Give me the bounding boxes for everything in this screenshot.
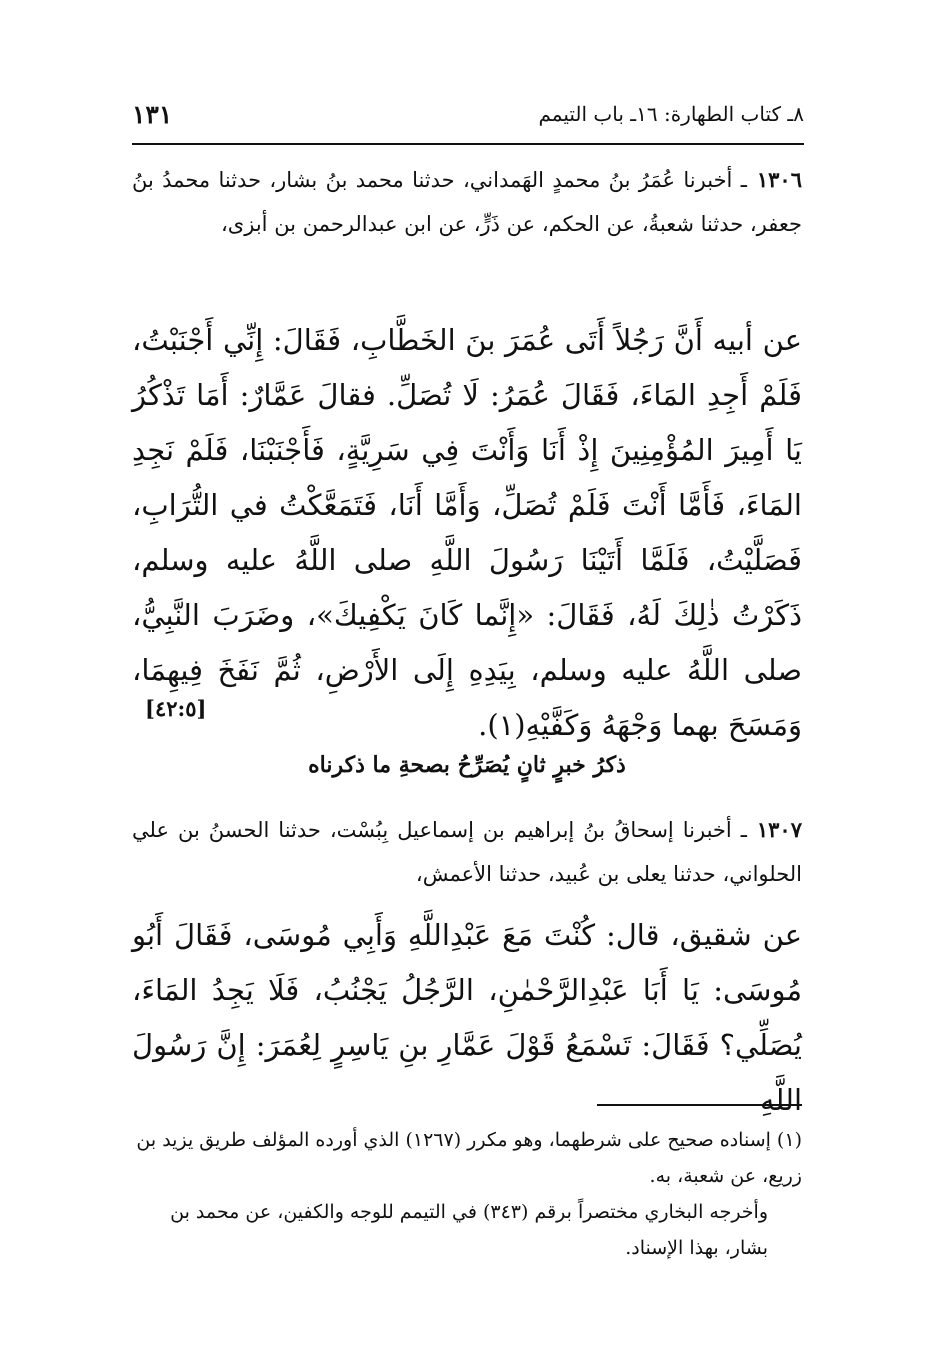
hadith-1307-chain bbox=[132, 808, 802, 896]
footnote-rule bbox=[597, 1104, 802, 1106]
hadith-number: ١٣٠٦ bbox=[756, 167, 802, 192]
isnad-text: ـ أخبرنا عُمَرُ بنُ محمدٍ الهَمداني، حدثنا محمد بنُ بشار، حدثنا محمدُ بنُ جعفر، حدثنا شعبةُ، عن الحكم، عن ذَرٍّ، عن ابن عبدالرحمن بن أبزى، bbox=[132, 168, 802, 236]
running-title: ٨ـ كتاب الطهارة: ١٦ـ باب التيمم bbox=[538, 102, 804, 126]
hadith-reference: [٤٢:٥] bbox=[145, 696, 207, 721]
page-number: ١٣١ bbox=[132, 99, 173, 129]
hadith-1307-text: عن شقيق، قال: كُنْتَ مَعَ عَبْدِاللَّهِ وَأَبِي مُوسَى، فَقَالَ أَبُو مُوسَى: يَا أَبَا عَبْدِالرَّحْمٰنِ، الرَّجُلُ يَجْنُبُ، فَلَا يَجِدُ المَاءَ، يُصَلِّي؟ فَقَالَ: تَسْمَعُ قَوْلَ عَمَّارِ بنِ يَاسِرٍ لِعُمَرَ: إِنَّ رَسُولَ اللَّهِ bbox=[132, 918, 802, 1117]
hadith-1306-text: عن أبيه أَنَّ رَجُلاً أَتَى عُمَرَ بنَ الخَطَّابِ، فَقَالَ: إِنِّي أَجْنَبْتُ، فَلَمْ أَجِدِ المَاءَ، فَقَالَ عُمَرُ: لَا تُصَلِّ. فقالَ عَمَّارٌ: أَمَا تَذْكُرُ يَا أَمِيرَ المُؤْمِنِينَ إِذْ أَنَا وَأَنْتَ فِي سَرِيَّةٍ، فَأَجْنَبْنَا، فَلَمْ نَجِدِ المَاءَ، فَأَمَّا أَنْتَ فَلَمْ تُصَلِّ، وَأَمَّا أَنَا، فَتَمَعَّكْتُ في التُّرَابِ، فَصَلَّيْتُ، فَلَمَّا أَتَيْنَا رَسُولَ اللَّهِ صلى اللَّهُ عليه وسلم، ذَكَرْتُ ذٰلِكَ لَهُ، فَقَالَ: «إِنَّما كَانَ يَكْفِيكَ»، وضَرَبَ النَّبِيُّ، صلى اللَّهُ عليه وسلم، بِيَدِهِ إِلَى الأَرْضِ، ثُمَّ نَفَخَ فِيهِمَا، وَمَسَحَ بهما وَجْهَهُ وَكَفَّيْهِ(١). bbox=[132, 323, 802, 742]
footnotes bbox=[132, 1122, 802, 1266]
isnad-text: ـ أخبرنا إسحاقُ بنُ إبراهيم بن إسماعيل بِبُسْت، حدثنا الحسنُ بن علي الحلواني، حدثنا يعلى بن عُبيد، حدثنا الأعمش، bbox=[132, 818, 802, 886]
footnote-1-continuation: وأخرجه البخاري مختصراً برقم (٣٤٣) في التيمم للوجه والكفين، عن محمد بن بشار، بهذا الإسناد. bbox=[170, 1201, 768, 1259]
page-header bbox=[132, 92, 804, 136]
hadith-1306-chain bbox=[132, 158, 802, 246]
footnote-1: (١) إسناده صحيح على شرطهما، وهو مكرر (١٢٦٧) الذي أورده المؤلف طريق يزيد بن زريع، عن شعبة، به. bbox=[136, 1129, 802, 1187]
header-rule bbox=[132, 143, 804, 145]
section-heading: ذكرُ خبرٍ ثانٍ يُصَرِّحُ بصحةِ ما ذكرناه bbox=[308, 752, 626, 778]
hadith-number: ١٣٠٧ bbox=[756, 817, 802, 842]
